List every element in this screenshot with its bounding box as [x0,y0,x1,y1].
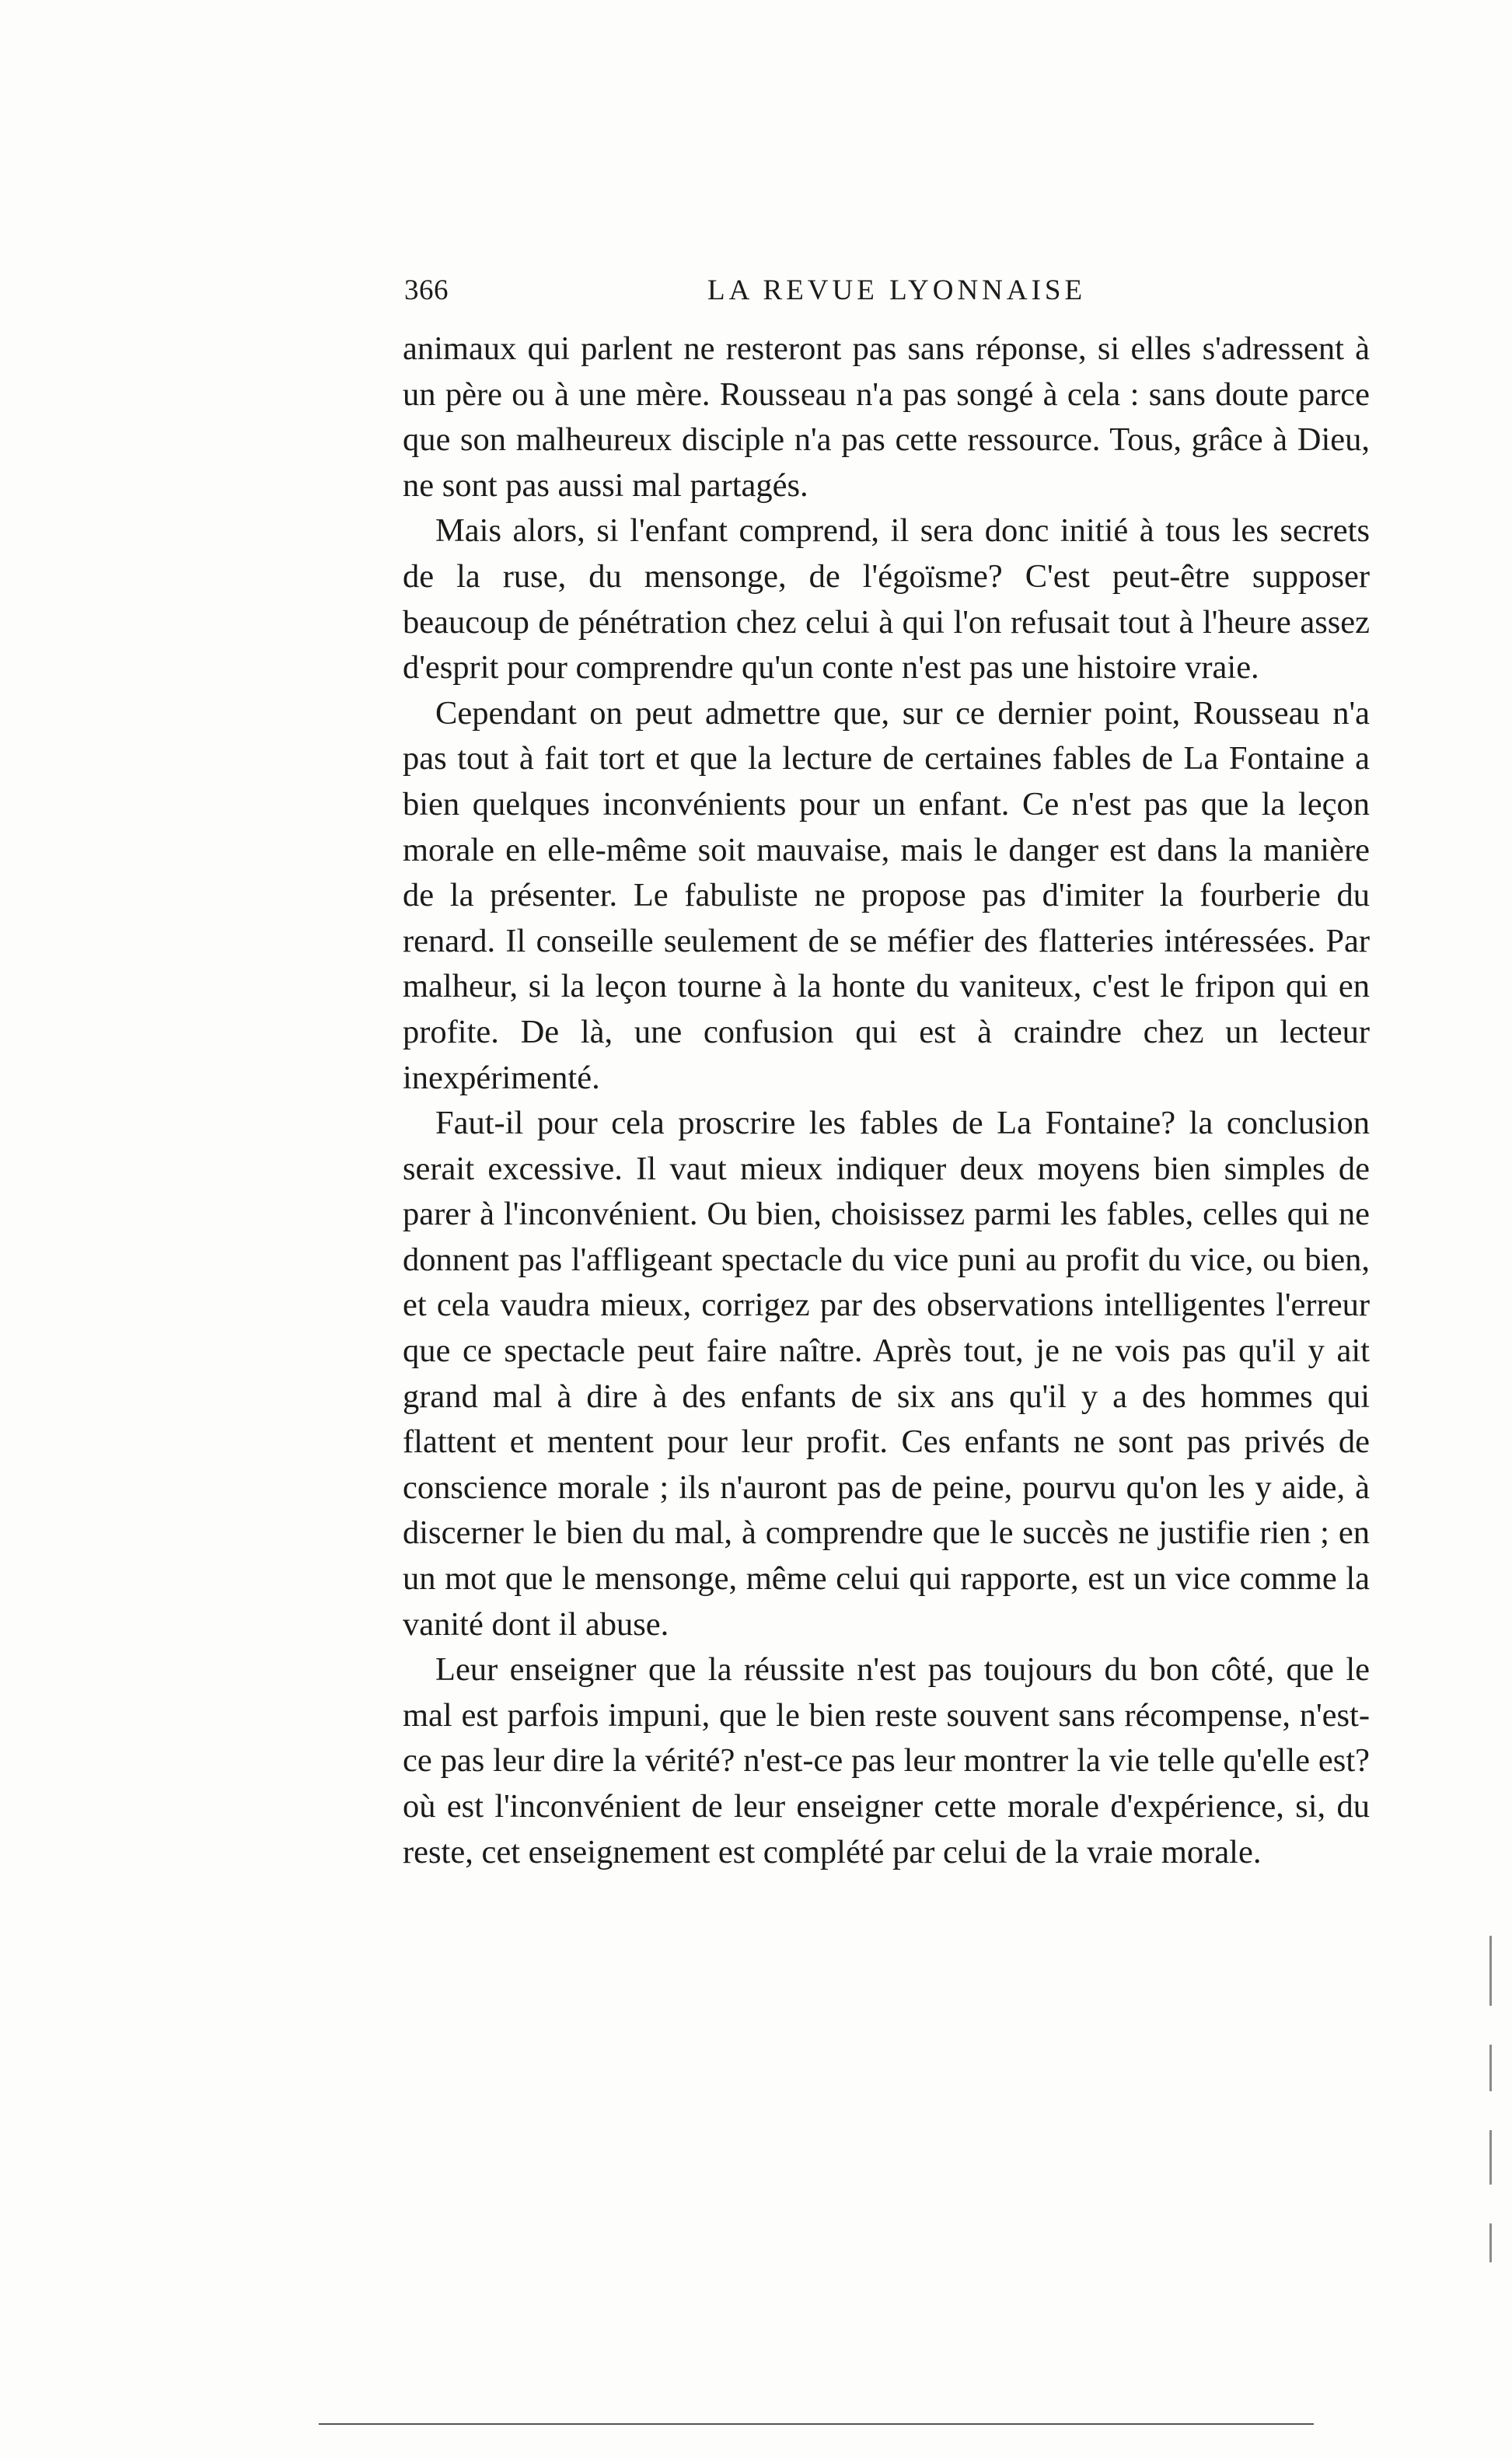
page-number: 366 [404,274,449,306]
scan-margin-mark [1489,2130,1492,2185]
bottom-rule [319,2423,1314,2425]
scan-margin-mark [1489,2223,1492,2262]
running-head [404,274,1368,320]
paragraph-enseigner-reussite: Leur enseigner que la réussite n'est pas toujours du bon côté, que le mal est parfois impuni, que le bien reste souvent sans récompense, n'est-ce pas leur dire la vérité? n'est-ce pas leur montrer la vie telle qu'elle est? où est l'inconvénient de leur enseigner cette morale d'expérience, si, du reste, cet enseignement est complété par celui de la vraie morale. [403,1651,1370,1870]
article-body [403,327,1370,1875]
scan-margin-mark [1489,1936,1492,2006]
scan-margin-mark [1489,2045,1492,2091]
paragraph-rousseau-la-fontaine: Cependant on peut admettre que, sur ce dernier point, Rousseau n'a pas tout à fait tort et que la lecture de certaines fables de La Fontaine a bien quelques inconvénients pour un enfant. Ce n'est pas que la leçon morale en elle-même soit mauvaise, mais le danger est dans la manière de la présenter. Le fabuliste ne propose pas d'imiter la fourberie du renard. Il conseille seulement de se méfier des flatteries intéressées. Par malheur, si la leçon tourne à la honte du vaniteux, c'est le fripon qui en profite. De là, une confusion qui est à craindre chez un lecteur inexpérimenté. [403,694,1370,1096]
paragraph-continuation: animaux qui parlent ne resteront pas sans réponse, si elles s'adressent à un père ou à une mère. Rousseau n'a pas songé à cela : sans doute parce que son malheureux disciple n'a pas cette ressource. Tous, grâce à Dieu, ne sont pas aussi mal partagés. [403,330,1370,504]
journal-title: LA REVUE LYONNAISE [707,274,1087,306]
paragraph-proscrire-fables: Faut-il pour cela proscrire les fables de La Fontaine? la conclusion serait excessive. Il vaut mieux indiquer deux moyens bien simples de parer à l'inconvénient. Ou bien, choisissez parmi les fables, celles qui ne donnent pas l'affligeant spectacle du vice puni au profit du vice, ou bien, et cela vaudra mieux, corrigez par des observations intelligentes l'erreur que ce spectacle peut faire naître. Après tout, je ne vois pas qu'il y ait grand mal à dire à des enfants de six ans qu'il y a des hommes qui flattent et mentent pour leur profit. Ces enfants ne sont pas privés de conscience morale ; ils n'auront pas de peine, pourvu qu'on les y aide, à discerner le bien du mal, à comprendre que le succès ne justifie rien ; en un mot que le mensonge, même celui qui rapporte, est un vice comme la vanité dont il abuse. [403,1105,1370,1643]
paragraph-enfant-comprend: Mais alors, si l'enfant comprend, il sera donc initié à tous les secrets de la ruse, du mensonge, de l'égoïsme? C'est peut-être supposer beaucoup de pénétration chez celui à qui l'on refusait tout à l'heure assez d'esprit pour comprendre qu'un conte n'est pas une histoire vraie. [403,512,1370,686]
